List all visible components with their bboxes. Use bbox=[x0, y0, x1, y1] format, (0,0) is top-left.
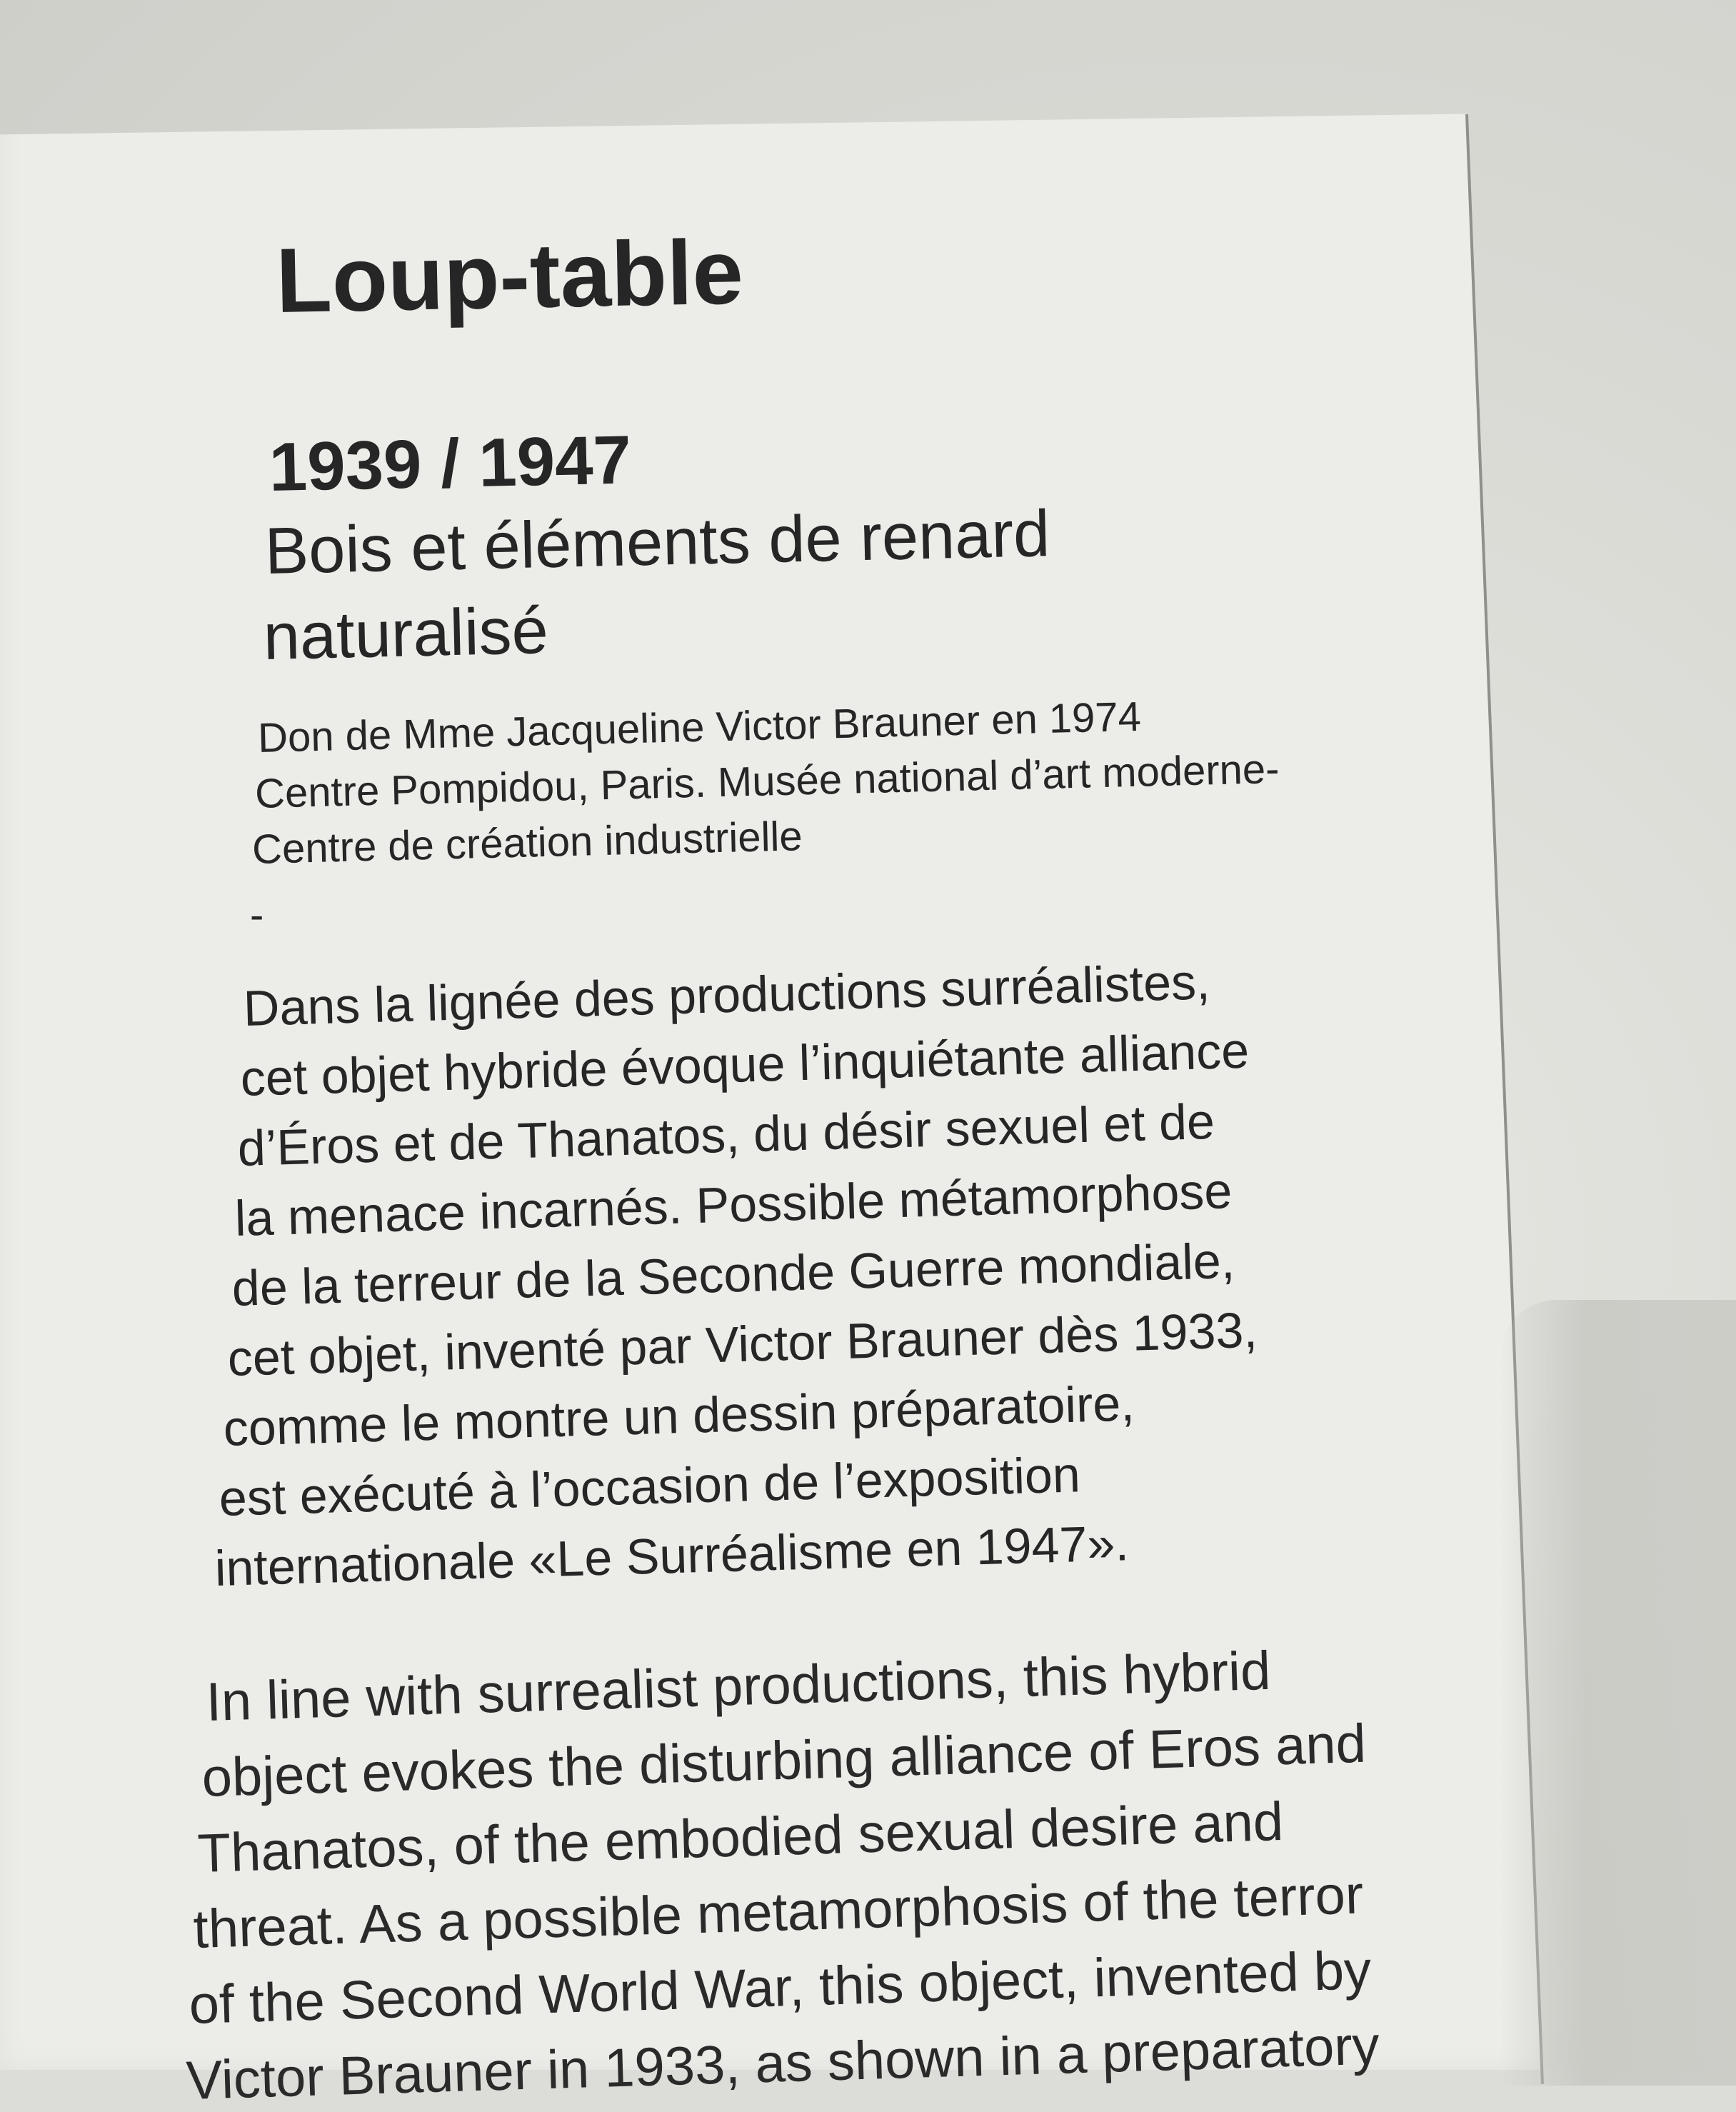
english-text-line: of the Second World War, this object, invented by bbox=[188, 1939, 1373, 2036]
english-text-line: Victor Brauner in 1933, as shown in a preparatory bbox=[185, 2015, 1380, 2112]
french-text-line: la menace incarnés. Possible métamorphose bbox=[234, 1163, 1233, 1247]
french-text-line: internationale «Le Surréalisme en 1947». bbox=[214, 1515, 1130, 1597]
french-text-line: cet objet hybride évoque l’inquiétante alliance bbox=[239, 1022, 1250, 1107]
artwork-title: Loup-table bbox=[275, 221, 744, 333]
credit-line: Centre Pompidou, Paris. Musée national d’art moderne- bbox=[254, 745, 1280, 818]
cast-shadow bbox=[1500, 1300, 1736, 2086]
english-text-line: In line with surrealist productions, this hybrid bbox=[205, 1640, 1272, 1733]
artwork-medium-line: naturalisé bbox=[262, 594, 549, 674]
french-text-line: cet objet, inventé par Victor Brauner dès 1933, bbox=[226, 1301, 1258, 1387]
credit-line: Don de Mme Jacqueline Victor Brauner en 1974 bbox=[257, 693, 1142, 762]
artwork-medium-line: Bois et éléments de renard bbox=[264, 497, 1051, 589]
english-text-line: object evokes the disturbing alliance of Eros and bbox=[201, 1713, 1368, 1809]
french-text-line: d’Éros et de Thanatos, du désir sexuel et de bbox=[236, 1093, 1215, 1177]
french-text-line: est exécuté à l’occasion de l’exposition bbox=[218, 1446, 1081, 1527]
french-text-line: comme le montre un dessin préparatoire, bbox=[222, 1375, 1135, 1457]
french-text-line: de la terreur de la Seconde Guerre mondiale, bbox=[231, 1232, 1236, 1317]
english-text-line: threat. As a possible metamorphosis of the terror bbox=[192, 1864, 1365, 1961]
separator-dash: - bbox=[250, 892, 264, 939]
credit-line: Centre de création industrielle bbox=[251, 813, 803, 874]
english-text-line: Thanatos, of the embodied sexual desire and bbox=[196, 1791, 1285, 1885]
artwork-date: 1939 / 1947 bbox=[268, 421, 632, 506]
french-text-line: Dans la lignée des productions surréalistes, bbox=[242, 954, 1211, 1037]
